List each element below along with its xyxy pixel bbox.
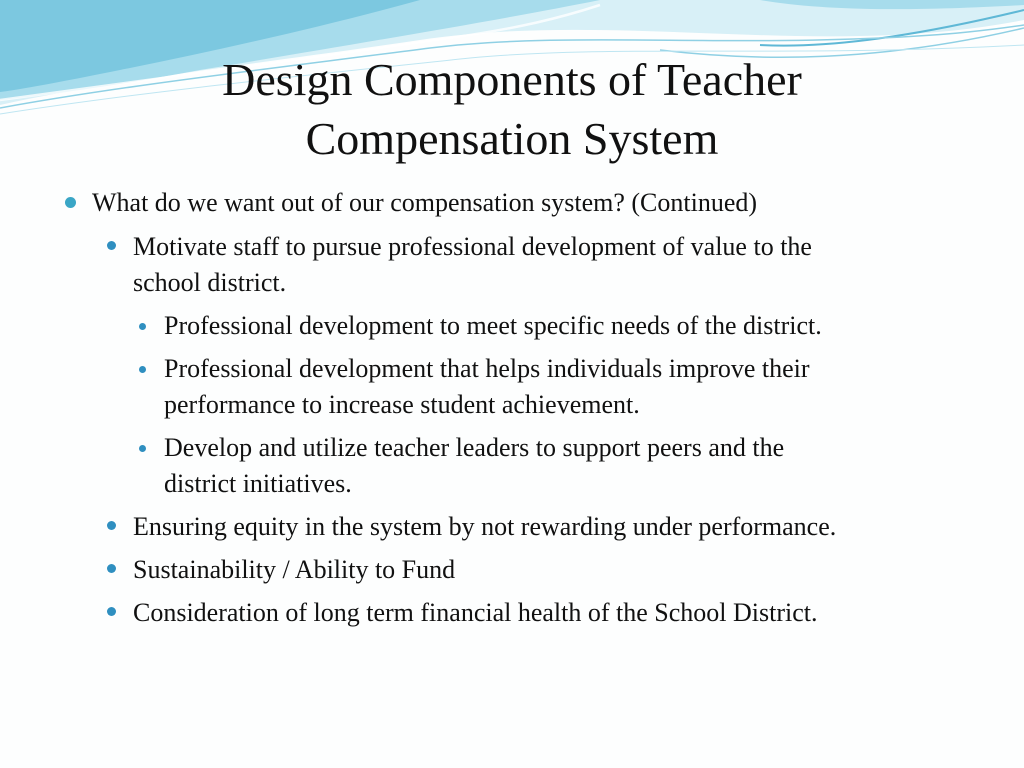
bullet-dot [107, 564, 116, 573]
bullet-level3-pd-needs: Professional development to meet specific needs of the district. [164, 311, 822, 340]
bullet-level2-equity: Ensuring equity in the system by not rewarding under performance. [133, 512, 837, 541]
bullet-dot [139, 323, 146, 330]
bullet-level2-financial-health: Consideration of long term financial health of the School District. [133, 598, 818, 627]
bullet-level1-question: What do we want out of our compensation system? (Continued) [92, 188, 758, 217]
bullet-dot [107, 521, 116, 530]
bullet-dot [107, 241, 116, 250]
bullet-level2-sustainability: Sustainability / Ability to Fund [133, 555, 456, 584]
bullet-level3-leaders: Develop and utilize teacher leaders to support peers and the [164, 433, 785, 462]
bullet-dot [107, 607, 116, 616]
bullet-dot [65, 197, 76, 208]
bullet-level3-pd-improve: Professional development that helps individuals improve their [164, 354, 810, 383]
bullet-dot [139, 445, 146, 452]
slide-title [0, 50, 1024, 168]
bullet-level2-motivate-cont: school district. [133, 268, 287, 297]
bullet-level3-leaders-cont: district initiatives. [164, 469, 352, 498]
bullet-dot [139, 366, 146, 373]
title-line-1: Design Components of Teacher [222, 54, 802, 105]
title-line-2: Compensation System [305, 113, 719, 164]
bullet-level2-motivate: Motivate staff to pursue professional development of value to the [133, 232, 812, 261]
bullet-level3-pd-improve-cont: performance to increase student achievement. [164, 390, 640, 419]
